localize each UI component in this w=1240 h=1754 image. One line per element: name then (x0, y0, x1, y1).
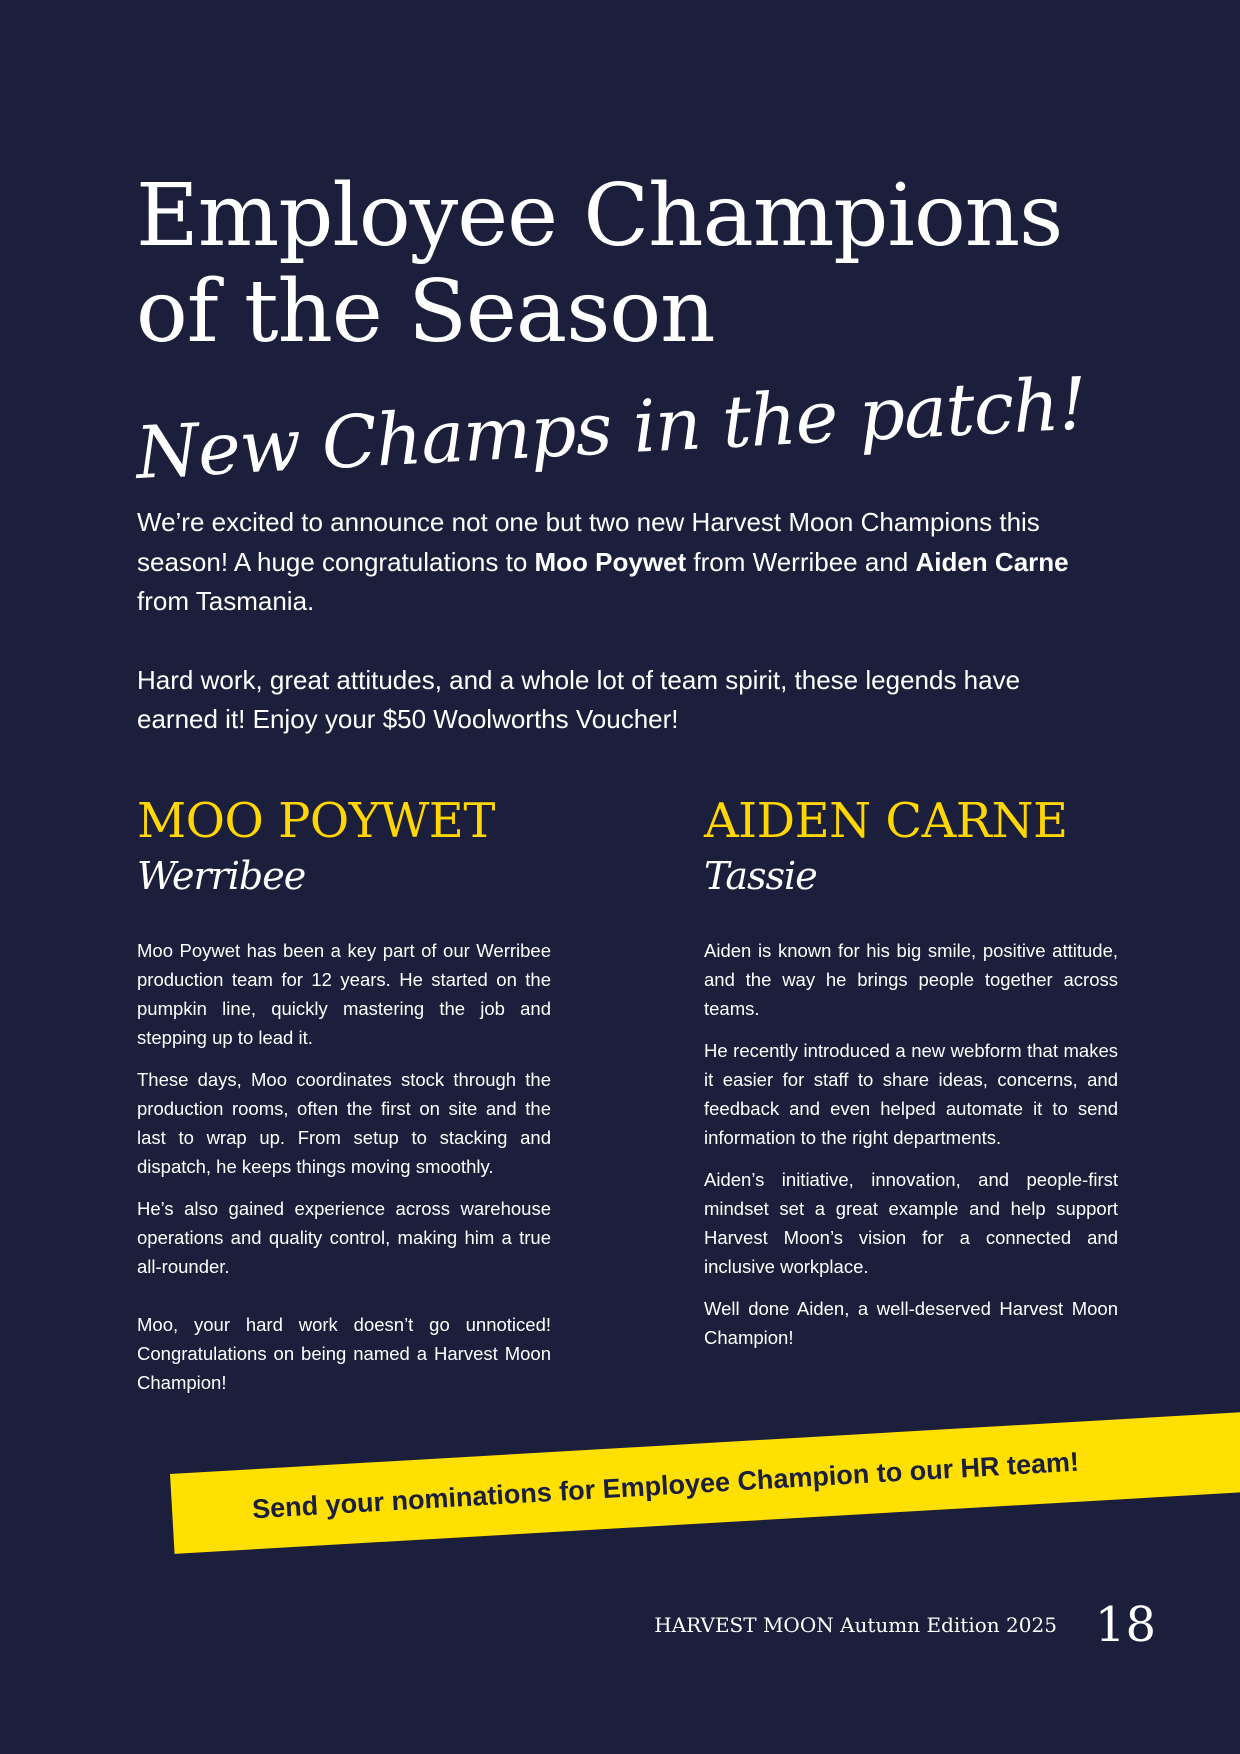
intro-text-middle: from Werribee and (686, 546, 916, 577)
nomination-banner (170, 1410, 1240, 1554)
page-number: 18 (1094, 1597, 1156, 1653)
intro-text-start: We’re excited to announce not one but two new Harvest Moon Champions this season! A huge congratulations to (137, 507, 1040, 577)
intro-name-moo: Moo Poywet (534, 546, 687, 577)
page-footer (600, 1590, 1156, 1660)
champion-bio (704, 936, 1118, 1352)
bio-paragraph: He’s also gained experience across warehouse operations and quality control, making him a true all-rounder. (137, 1198, 551, 1277)
intro-paragraph-2: Hard work, great attitudes, and a whole lot of team spirit, these legends have earned it! Enjoy your $50 Woolworths Voucher! (137, 664, 1021, 734)
footer-edition: HARVEST MOON Autumn Edition 2025 (654, 1613, 1057, 1637)
script-subheading: New Champs in the patch! (133, 361, 1089, 495)
champion-location: Werribee (137, 854, 306, 898)
bio-paragraph: These days, Moo coordinates stock through the production rooms, often the first on site and the last to wrap up. From setup to stacking and dispatch, he keeps things moving smoothly. (137, 1069, 551, 1177)
champion-column-moo (137, 792, 551, 1410)
bio-paragraph: Well done Aiden, a well-deserved Harvest Moon Champion! (704, 1298, 1118, 1348)
champion-bio (137, 936, 551, 1397)
page-title-line-2: of the Season (136, 262, 715, 362)
champion-column-aiden (704, 792, 1118, 1365)
champion-location: Tassie (704, 854, 817, 898)
intro-paragraph-1 (137, 503, 1107, 622)
intro-text-end: from Tasmania. (137, 586, 315, 616)
bio-paragraph: Aiden’s initiative, innovation, and people-first mindset set a great example and help support Harvest Moon’s vision for a connected and inclusive workplace. (704, 1169, 1118, 1277)
page-title (136, 168, 1136, 360)
bio-paragraph: Moo, your hard work doesn’t go unnoticed! Congratulations on being named a Harvest Moon Champion! (137, 1314, 551, 1393)
intro-name-aiden: Aiden Carne (915, 546, 1069, 577)
bio-paragraph: Moo Poywet has been a key part of our Werribee production team for 12 years. He started on the pumpkin line, quickly mastering the job and stepping up to lead it. (137, 940, 551, 1048)
page-title-line-1: Employee Champions (136, 166, 1063, 266)
intro-text (137, 503, 1107, 740)
champion-name: AIDEN CARNE (704, 793, 1068, 849)
champion-name: MOO POYWET (137, 793, 495, 849)
banner-text: Send your nominations for Employee Champion to our HR team! (251, 1446, 1080, 1524)
bio-paragraph: Aiden is known for his big smile, positive attitude, and the way he brings people together across teams. (704, 940, 1118, 1019)
bio-paragraph: He recently introduced a new webform that makes it easier for staff to share ideas, concerns, and feedback and even helped automate it to send information to the right departments. (704, 1040, 1118, 1148)
